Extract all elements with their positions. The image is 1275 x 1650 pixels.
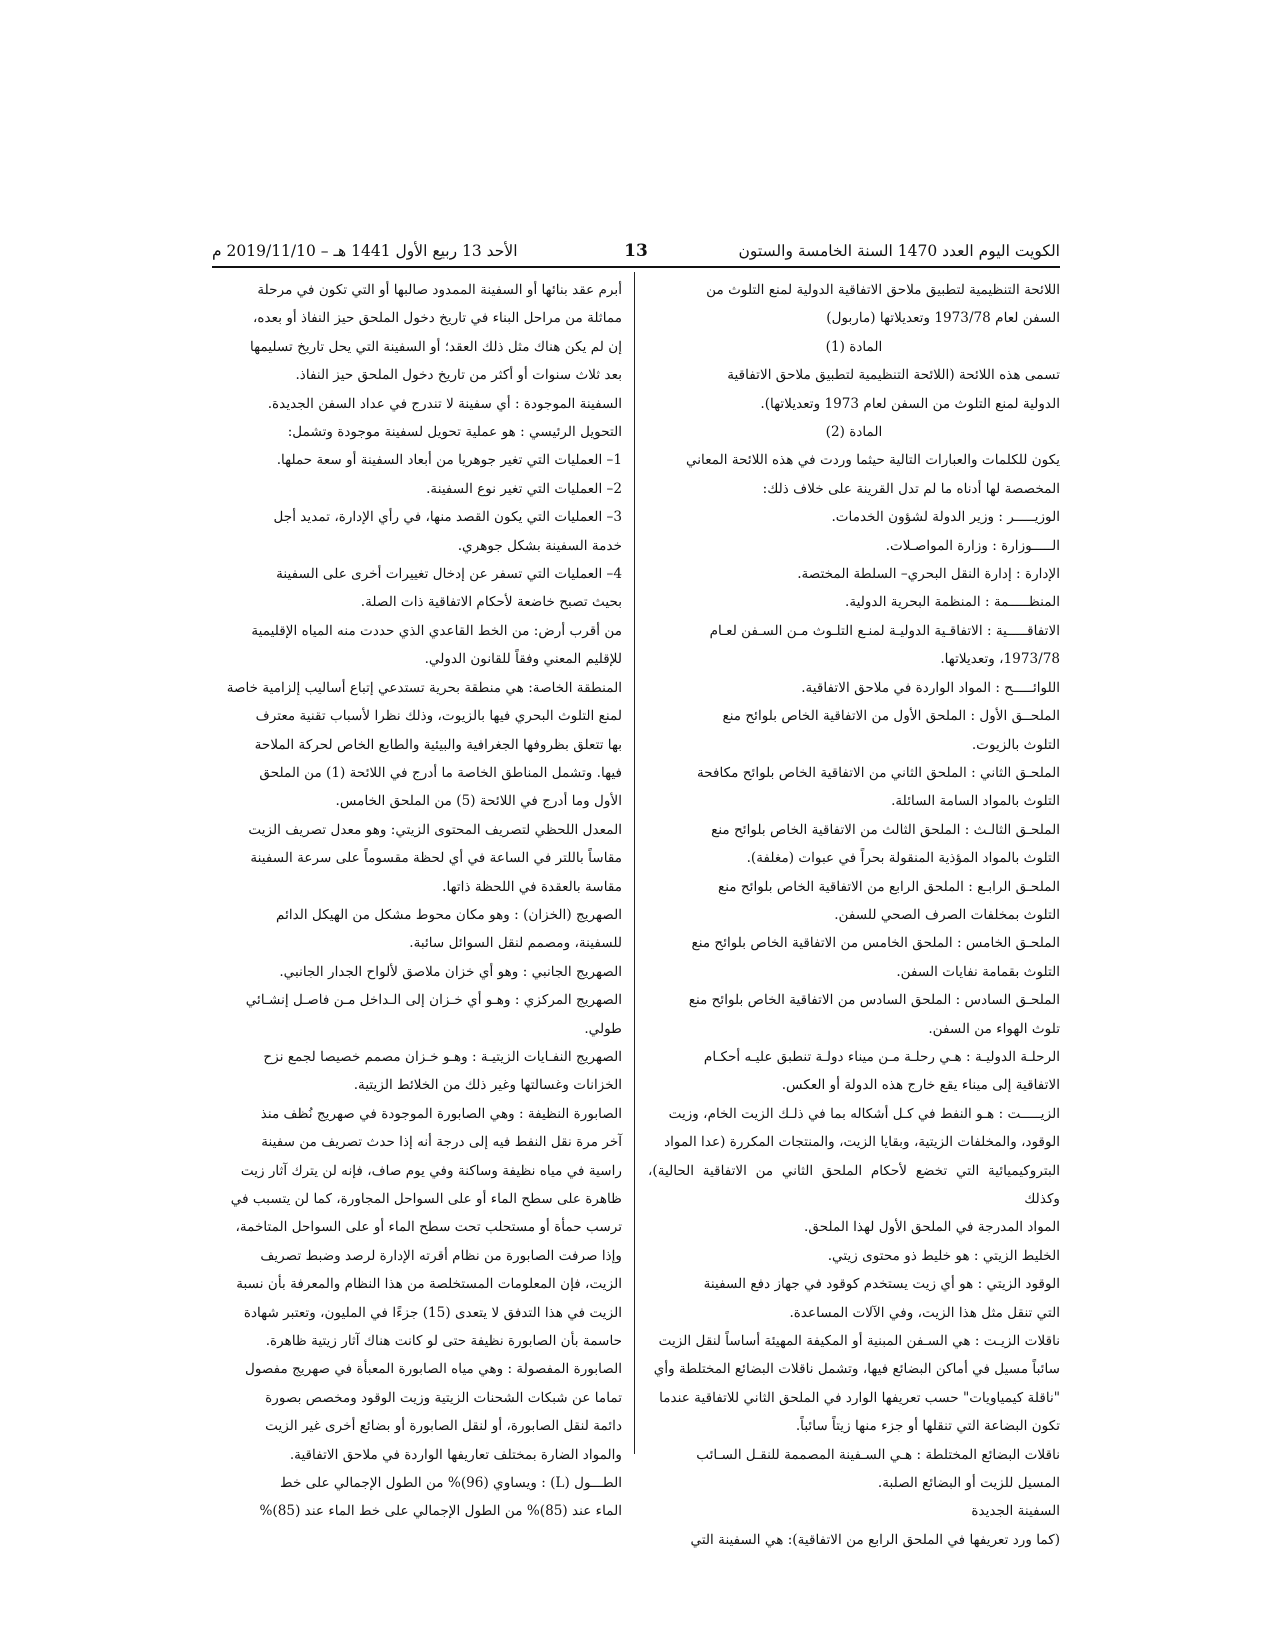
column-divider xyxy=(634,272,635,1454)
left-column-line: إن لم يكن هناك مثل ذلك العقد؛ أو السفينة التي يحل تاريخ تسليمها xyxy=(250,338,622,355)
right-column-line: الوقود، والمخلفات الزيتية، وبقايا الزيت، والمنتجات المكررة (عدا المواد xyxy=(664,1134,1060,1151)
left-column-line: وإذا صرفت الصابورة من نظام أقرته الإدارة لرصد وضبط تصريف xyxy=(260,1247,622,1264)
right-column-line: التلوث بالمواد المؤذية المنقولة بحراً في عبوات (مغلفة). xyxy=(746,850,1060,867)
left-column-line: فيها. وتشمل المناطق الخاصة ما أدرج في اللائحة (1) من الملحق xyxy=(259,764,622,781)
left-column-line: بعد ثلاث سنوات أو أكثر من تاريخ دخول الملحق حيز النفاذ. xyxy=(295,367,622,384)
right-column-line: الملحـق الخامس : الملحق الخامس من الاتفاقية الخاص بلوائح منع xyxy=(691,935,1060,952)
right-column-line: اللوائـــــح : المواد الواردة في ملاحق الاتفاقية. xyxy=(801,679,1060,696)
right-column-line: اللائحة التنظيمية لتطبيق ملاحق الاتفاقية الدولية لمنع التلوث من xyxy=(706,282,1060,298)
left-column-line: 1– العمليات التي تغير جوهريا من أبعاد السفينة أو سعة حملها. xyxy=(276,452,622,469)
left-column-line: أبرم عقد بنائها أو السفينة الممدود صالبها أو التي تكون في مرحلة xyxy=(257,282,622,298)
right-column-line: الرحلـة الدوليـة : هـي رحلـة مـن ميناء دولـة تنطبق عليـه أحكـام xyxy=(703,1048,1060,1065)
header-date: الأحد 13 ربيع الأول 1441 هـ – 2019/11/10 م xyxy=(212,242,518,260)
right-column-line: المخصصة لها أدناه ما لم تدل القرينة على خلاف ذلك: xyxy=(762,480,1060,497)
header-publication: الكويت اليوم العدد 1470 السنة الخامسة والستون xyxy=(738,242,1060,260)
right-column-line: المسيل للزيت أو البضائع الصلبة. xyxy=(877,1475,1060,1492)
left-column-line: الزيت، فإن المعلومات المستخلصة من هذا النظام والمعرفة بأن نسبة xyxy=(236,1276,622,1293)
right-column-line: "ناقلة كيمياويات" حسب تعريفها الوارد في الملحق الثاني للاتفاقية عندما xyxy=(659,1389,1060,1406)
left-column-line: والمواد الضارة بمختلف تعاريفها الواردة في ملاحق الاتفاقية. xyxy=(289,1446,622,1463)
right-column-line: الملحـق السادس : الملحق السادس من الاتفاقية الخاص بلوائح منع xyxy=(688,992,1060,1009)
left-column-line: التحويل الرئيسي : هو عملية تحويل لسفينة موجودة وتشمل: xyxy=(287,424,622,441)
right-column-line: المادة (2) xyxy=(825,424,883,441)
left-column-line: الصهريج الجانبي : وهو أي خزان ملاصق لألواح الجدار الجانبي. xyxy=(279,963,622,980)
right-column-line: تكون البضاعة التي تنقلها أو جزء منها زيتاً سائباً. xyxy=(795,1418,1060,1435)
right-column-line: الاتفاقـــــية : الاتفاقـية الدوليـة لمنـع التلـوث مـن السـفن لعـام xyxy=(709,622,1060,639)
left-column-line: الصابورة المفصولة : وهي مياه الصابورة المعبأة في صهريج مفصول xyxy=(244,1361,622,1378)
left-column-line: الصابورة النظيفة : وهي الصابورة الموجودة في صهريج نُظف منذ xyxy=(260,1105,622,1122)
right-column-line: التلوث بالمواد السامة السائلة. xyxy=(891,793,1060,810)
page-number: 13 xyxy=(624,241,648,261)
left-column-line: لمنع التلوث البحري فيها بالزيوت، وذلك نظرا لأسباب تقنية معترف xyxy=(255,708,622,725)
right-column-line: الوزيـــــر : وزير الدولة لشؤون الخدمات. xyxy=(831,509,1060,526)
right-column-line: (كما ورد تعريفها في الملحق الرابع من الاتفاقية): هي السفينة التي xyxy=(690,1531,1060,1548)
right-column-line: الاتفاقية إلى ميناء يقع خارج هذه الدولة أو العكس. xyxy=(781,1077,1060,1094)
right-column-line: الزيـــــت : هـو النفط في كـل أشكاله بما في ذلـك الزيت الخام، وزيت xyxy=(668,1105,1060,1122)
header-divider xyxy=(212,266,1060,268)
right-column-line: المواد المدرجة في الملحق الأول لهذا الملحق. xyxy=(804,1219,1060,1236)
left-column-line: مقاسة بالعقدة في اللحظة ذاتها. xyxy=(442,878,622,895)
right-column-line: تلوث الهواء من السفن. xyxy=(928,1020,1060,1037)
left-column-line: بها تتعلق بظروفها الجغرافية والبيئية والطابع الخاص لحركة الملاحة xyxy=(254,736,622,753)
right-column-line: المادة (1) xyxy=(825,338,883,355)
left-column-line: مقاساً باللتر في الساعة في أي لحظة مقسوماً على سرعة السفينة xyxy=(250,850,622,867)
left-column-line: 2– العمليات التي تغير نوع السفينة. xyxy=(426,480,622,497)
left-column-line: للإقليم المعني وفقاً للقانون الدولي. xyxy=(424,651,622,668)
right-column-line: 1973/78، وتعديلاتها. xyxy=(940,651,1060,668)
left-column-line: الزيت في هذا التدفق لا يتعدى (15) جزءًا في المليون، وتعتبر شهادة xyxy=(243,1304,622,1321)
right-column-line: الوقود الزيتي : هو أي زيت يستخدم كوقود في جهاز دفع السفينة xyxy=(703,1276,1060,1293)
right-column-line: السفينة الجديدة xyxy=(971,1503,1060,1520)
right-column-line: يكون للكلمات والعبارات التالية حيثما وردت في هذه اللائحة المعاني xyxy=(685,452,1060,469)
left-column-line: طولي. xyxy=(584,1020,622,1037)
left-column-line: تماما عن شبكات الشحنات الزيتية وزيت الوقود ومخصص بصورة xyxy=(265,1389,622,1406)
left-column-line: خدمة السفينة بشكل جوهري. xyxy=(457,537,622,554)
left-column-line: دائمة لنقل الصابورة، أو لنقل الصابورة أو بضائع أخرى غير الزيت xyxy=(265,1418,622,1435)
right-column-line: الـــــوزارة : وزارة المواصـلات. xyxy=(885,537,1060,554)
right-column-line: الخليط الزيتي : هو خليط ذو محتوى زيتي. xyxy=(827,1247,1060,1264)
left-column-line: الصهريج (الخزان) : وهو مكان محوط مشكل من الهيكل الدائم xyxy=(276,906,622,923)
left-column-line: من أقرب أرض: من الخط القاعدي الذي حددت منه المياه الإقليمية xyxy=(251,622,622,639)
left-column-line: راسية في مياه نظيفة وساكنة وفي يوم صاف، فإنه لن يترك آثار زيت xyxy=(240,1162,622,1179)
right-column-line: التلوث بقمامة نفايات السفن. xyxy=(896,963,1060,980)
right-column-line: سائباً مسيل في أماكن البضائع فيها، وتشمل ناقلات البضائع المختلطة وأي xyxy=(653,1361,1060,1378)
left-column xyxy=(210,276,622,1526)
right-column-line: الملحـق الثالـث : الملحق الثالث من الاتفاقية الخاص بلوائح منع xyxy=(711,821,1060,838)
page-header xyxy=(212,238,1060,264)
left-column-line: الصهريج المركزي : وهـو أي خـزان إلى الـداخل مـن فاصـل إنشـائي xyxy=(245,992,622,1009)
left-column-line: الخزانات وغسالتها وغير ذلك من الخلائط الزيتية. xyxy=(353,1077,622,1094)
left-column-line: للسفينة، ومصمم لنقل السوائل سائبة. xyxy=(409,935,622,952)
left-column-line: 3– العمليات التي يكون القصد منها، في رأي الإدارة، تمديد أجل xyxy=(273,509,622,526)
right-column-line: البتروكيميائية التي تخضع لأحكام الملحق الثاني من الاتفاقية الحالية)، وكذلك xyxy=(648,1162,1060,1207)
left-column-line: المنطقة الخاصة: هي منطقة بحرية تستدعي إتباع أساليب إلزامية خاصة xyxy=(226,679,622,696)
right-column xyxy=(648,276,1060,1554)
right-column-line: تسمى هذه اللائحة (اللائحة التنظيمية لتطبيق ملاحق الاتفاقية xyxy=(727,367,1060,384)
right-column-line: التي تنقل مثل هذا الزيت، وفي الآلات المساعدة. xyxy=(789,1304,1060,1321)
right-column-line: الملحـق الرابـع : الملحق الرابع من الاتفاقية الخاص بلوائح منع xyxy=(717,878,1060,895)
left-column-line: السفينة الموجودة : أي سفينة لا تندرج في عداد السفن الجديدة. xyxy=(267,395,622,412)
right-column-line: ناقلات البضائع المختلطة : هـي السـفينة المصممة للنقـل السـائب xyxy=(696,1446,1060,1463)
right-column-line: المنظـــــمة : المنظمة البحرية الدولية. xyxy=(845,594,1060,611)
left-column-line: الصهريج النفـايات الزيتيـة : وهـو خـزان مصمم خصيصا لجمع نزح xyxy=(263,1048,622,1065)
right-column-line: ناقلات الزيـت : هي السـفن المبنية أو المكيفة المهيئة أساساً لنقل الزيت xyxy=(658,1333,1060,1350)
right-column-line: التلوث بالزيوت. xyxy=(971,736,1060,753)
right-column-line: الإدارة : إدارة النقل البحري– السلطة المختصة. xyxy=(797,566,1060,583)
left-column-line: ظاهرة على سطح الماء أو على السواحل المجاورة، كما لن يتسبب في xyxy=(230,1191,622,1207)
left-column-line: 4– العمليات التي تسفر عن إدخال تغييرات أخرى على السفينة xyxy=(276,566,622,583)
right-column-line: الدولية لمنع التلوث من السفن لعام 1973 وتعديلاتها). xyxy=(760,395,1060,412)
left-column-line: حاسمة بأن الصابورة نظيفة حتى لو كانت هناك آثار زيتية ظاهرة. xyxy=(265,1333,622,1350)
left-column-line: آخر مرة نقل النفط فيه إلى درجة أنه إذا حدث تصريف من سفينة xyxy=(261,1134,622,1151)
left-column-line: ترسب حمأة أو مستحلب تحت سطح الماء أو على السواحل المتاخمة، xyxy=(235,1219,622,1236)
left-column-line: الماء عند (85)% من الطول الإجمالي على خط الماء عند (85)% xyxy=(259,1503,622,1520)
left-column-line: الطـــول (L) : ويساوي (96)% من الطول الإجمالي على خط xyxy=(280,1475,622,1492)
right-column-line: التلوث بمخلفات الصرف الصحي للسفن. xyxy=(834,906,1060,923)
right-column-line: السفن لعام 1973/78 وتعديلاتها (ماربول) xyxy=(826,310,1060,327)
left-column-line: المعدل اللحظي لتصريف المحتوى الزيتي: وهو معدل تصريف الزيت xyxy=(248,821,622,838)
right-column-line: الملحـق الثاني : الملحق الثاني من الاتفاقية الخاص بلوائح مكافحة xyxy=(696,764,1060,781)
left-column-line: مماثلة من مراحل البناء في تاريخ دخول الملحق حيز النفاذ أو بعده، xyxy=(253,310,622,327)
left-column-line: بحيث تصبح خاضعة لأحكام الاتفاقية ذات الصلة. xyxy=(360,594,622,611)
left-column-line: الأول وما أدرج في اللائحة (5) من الملحق الخامس. xyxy=(335,793,622,810)
right-column-line: الملحــق الأول : الملحق الأول من الاتفاقية الخاص بلوائح منع xyxy=(722,708,1060,725)
